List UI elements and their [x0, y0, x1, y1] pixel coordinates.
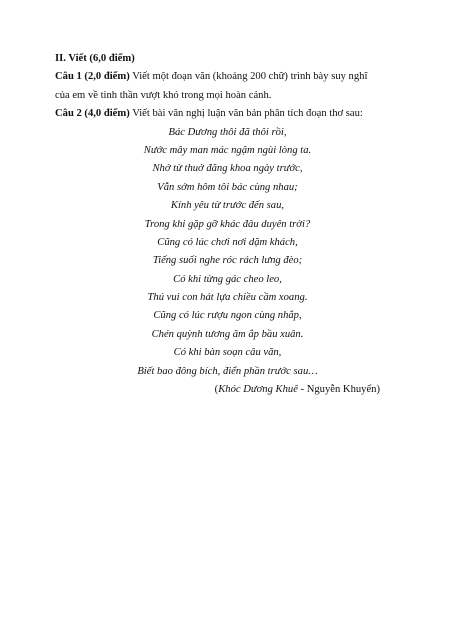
poem-line-1: Bác Dương thôi đã thôi rồi, — [168, 126, 287, 138]
poem-excerpt — [55, 124, 400, 381]
poem-line-11: Cũng có lúc rượu ngon cùng nhắp, — [153, 310, 302, 322]
document-content — [55, 50, 400, 399]
poem-line-9: Có khi từng gác cheo leo, — [173, 273, 282, 285]
poem-line-4: Vẫn sớm hôm tôi bác cùng nhau; — [157, 181, 298, 193]
poem-source-author: - Nguyễn Khuyến) — [297, 384, 380, 396]
poem-line-12: Chén quỳnh tương ăm ắp bầu xuân. — [151, 328, 304, 340]
question-2-text: Viết bài văn nghị luận văn bản phân tích đoạn thơ sau: — [129, 108, 363, 120]
question-1-line-2: của em về tinh thần vượt khó trong mọi hoàn cảnh. — [55, 89, 272, 101]
poem-source-title: Khóc Dương Khuê — [218, 384, 298, 396]
question-2 — [55, 105, 400, 123]
poem-source — [55, 381, 400, 399]
poem-source-open-paren: ( — [214, 384, 219, 396]
question-2-line — [55, 105, 400, 123]
poem-line-8: Tiếng suối nghe róc rách lưng đèo; — [152, 255, 303, 267]
poem-line-13: Có khi bàn soạn câu văn, — [173, 347, 282, 359]
question-1-line-1 — [55, 68, 400, 86]
poem-line-6: Trong khi gặp gỡ khác đâu duyên trời? — [144, 218, 311, 230]
poem-line-5: Kính yêu từ trước đến sau, — [170, 200, 285, 212]
poem-line-3: Nhớ từ thuở đăng khoa ngày trước, — [152, 163, 303, 175]
poem-line-7: Cũng có lúc chơi nơi dặm khách, — [157, 236, 298, 248]
question-2-label: Câu 2 (4,0 điểm) — [55, 108, 130, 120]
poem-line-14: Biết bao đông bích, điển phần trước sau… — [137, 365, 318, 377]
poem-line-10: Thú vui con hát lựa chiều cầm xoang. — [147, 292, 308, 304]
poem-line-2: Nước mây man mác ngậm ngùi lòng ta. — [143, 144, 312, 156]
question-1-label: Câu 1 (2,0 điểm) — [55, 71, 130, 83]
question-1 — [55, 68, 400, 105]
section-title: II. Viết (6,0 điểm) — [55, 53, 135, 64]
question-1-text-start: Viết một đoạn văn (khoảng 200 chữ) trình bày suy nghĩ — [129, 71, 368, 83]
